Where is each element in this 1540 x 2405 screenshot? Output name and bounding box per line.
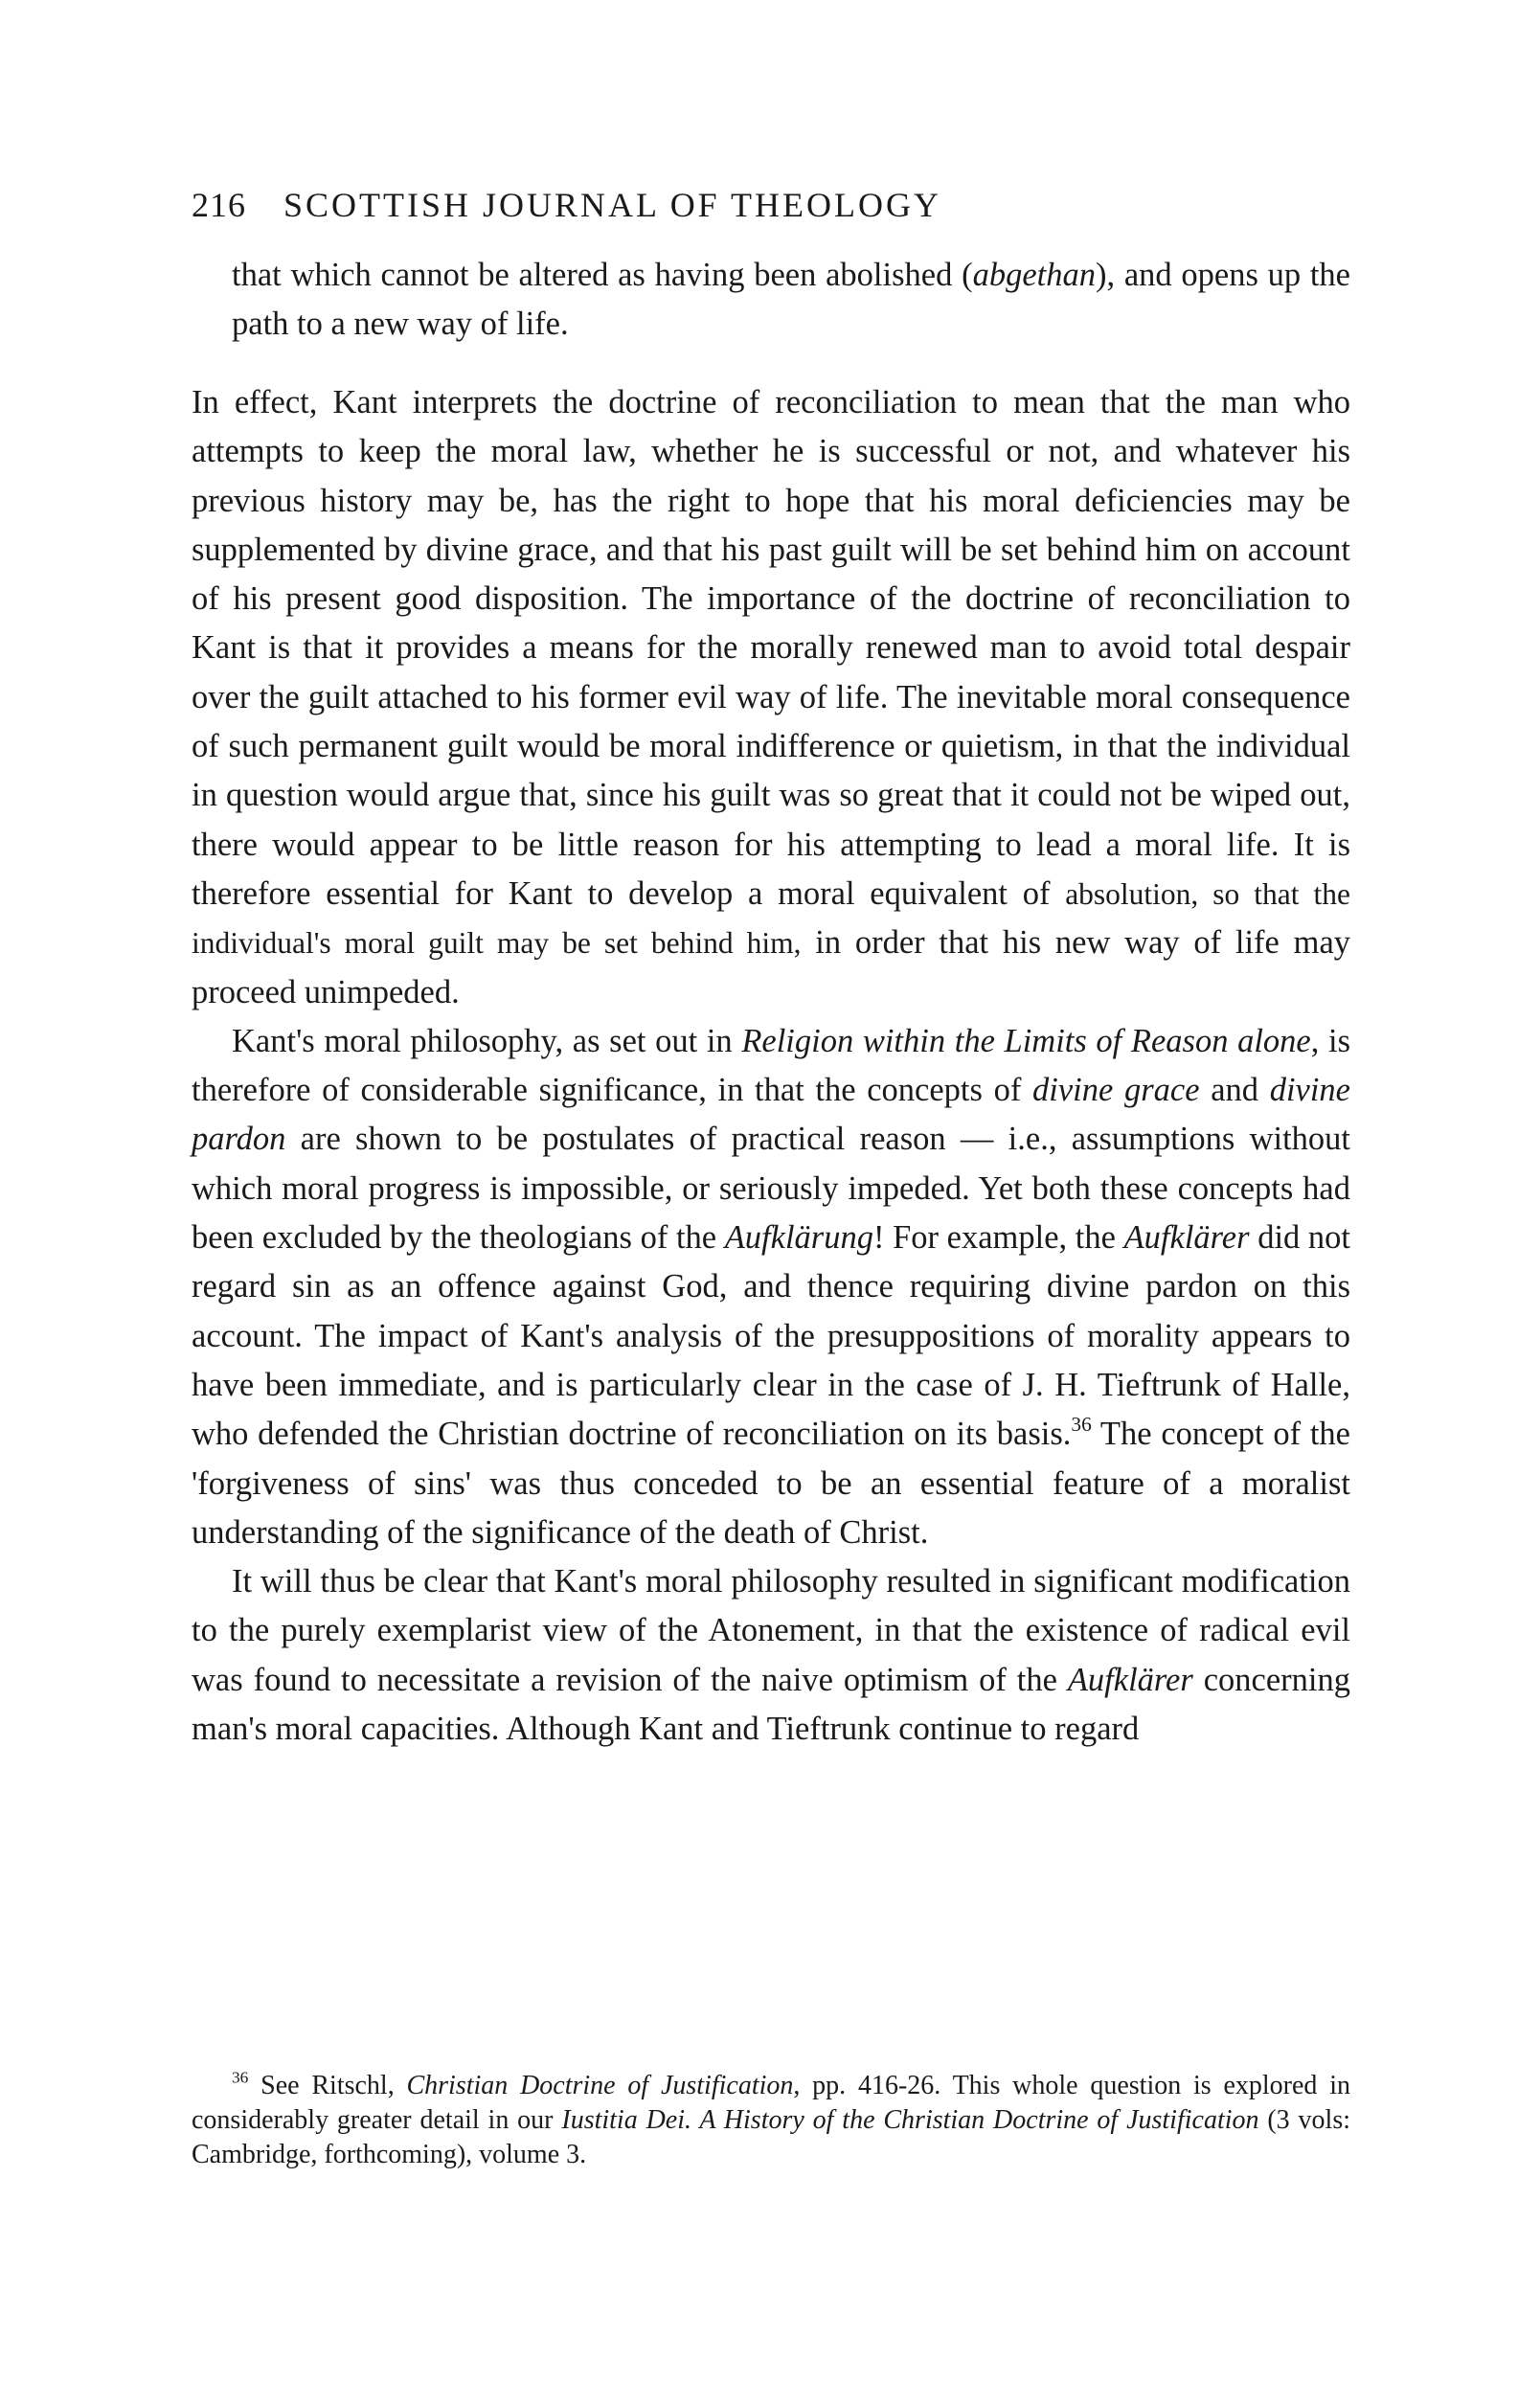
paragraph-1: In effect, Kant interprets the doctrine of reconciliation to mean that the man who attempts to keep the moral law, whether he is successful or not, and whatever his previous history may be, has the right to hope that his moral deficiencies may be supplemented by divine grace, and that his past guilt will be set behind him on account of his present good disposition. The importance of the doctrine of reconciliation to Kant is that it provides a means for the morally renewed man to avoid total despair over the guilt attached to his former evil way of life. The inevitable moral consequence of such permanent guilt would be moral indifference or quietism, in that the individual in question would argue that, since his guilt was so great that it could not be wiped out, there would appear to be little reason for his attempting to lead a moral life. It is therefore essential for Kant to develop a moral equivalent of absolution, so that the individual's moral guilt may be set behind him, in order that his new way of life may proceed unimpeded. (192, 384, 1351, 1010)
italic-term: Aufklärer (1067, 1661, 1193, 1698)
italic-term: divine grace (1032, 1072, 1200, 1109)
footnote-number: 36 (232, 2068, 249, 2087)
book-title: Iustitia Dei. A History of the Christian Doctrine of Justification (561, 2105, 1259, 2135)
body-text (192, 378, 1350, 1754)
page-header (192, 184, 1350, 226)
footnote-reference[interactable]: 36 (1071, 1413, 1092, 1437)
small-type-line: absolution, so that the individual's moral guilt may be set behind him, (192, 876, 1350, 961)
page-number: 216 (192, 186, 246, 224)
running-head: SCOTTISH JOURNAL OF THEOLOGY (283, 186, 942, 224)
footnotes (192, 2069, 1350, 2172)
italic-term: Aufklärer (1123, 1219, 1250, 1257)
paragraph-2: Kant's moral philosophy, as set out in Religion within the Limits of Reason alone, is therefore of considerable significance, in that the concepts of divine grace and divine pardon are shown to be postulates of practical reason — i.e., assumptions without which moral progress is impossible, or seriously impeded. Yet both these concepts had been excluded by the theologians of the Aufklärung! For example, the Aufklärer did not regard sin as an offence against God, and thence requiring divine pardon on this account. The impact of Kant's analysis of the presuppositions of morality appears to have been immediate, and is particularly clear in the case of J. H. Tieftrunk of Halle, who defended the Christian doctrine of reconciliation on its basis.$^{36}$ The concept of the 'forgiveness of sins' was thus conceded to be an essential feature of a moralist understanding of the significance of the death of Christ. (192, 1022, 1351, 1551)
italic-term: divine pardon (192, 1072, 1350, 1158)
book-title: Christian Doctrine of Justification (406, 2071, 794, 2100)
book-title: Religion within the Limits of Reason alone (741, 1022, 1311, 1059)
paragraph-3: It will thus be clear that Kant's moral philosophy resulted in significant modification to the purely exemplarist view of the Atonement, in that the existence of radical evil was found to necessitate a revision of the naive optimism of the Aufklärer concerning man's moral capacities. Although Kant and Tieftrunk continue to regard (192, 1563, 1351, 1748)
italic-term: Aufklärung (724, 1219, 873, 1257)
italic-term: abgethan (972, 257, 1096, 293)
quote-continuation: that which cannot be altered as having been abolished (abgethan), and opens up the path to a new way of life. (232, 257, 1350, 343)
footnote-36: $^{36}$ See Ritschl, Christian Doctrine of Justification, pp. 416-26. This whole question is explored in considerably greater detail in our Iustitia Dei. A History of the Christian Doctrine of Justification (3 vols: Cambridge, forthcoming), volume 3. (192, 2068, 1350, 2169)
